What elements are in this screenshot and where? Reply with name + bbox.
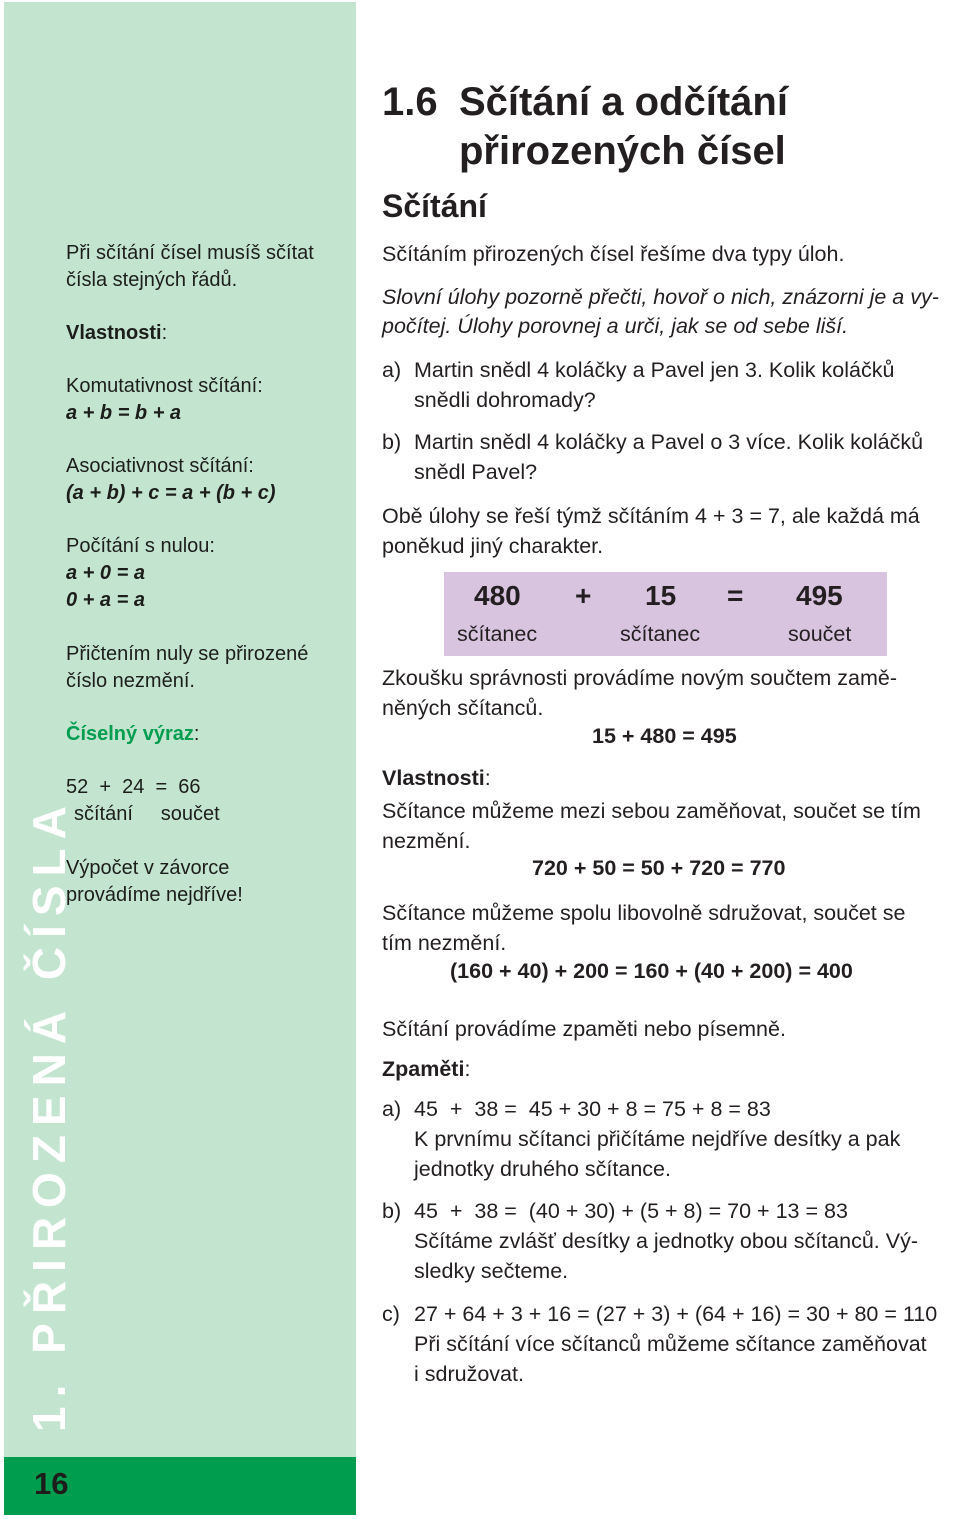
colon: : xyxy=(464,1057,471,1081)
mental-c-line-2: Při sčítání více sčítanců můžeme sčítance zaměňovat xyxy=(414,1332,927,1356)
formula-text: a + 0 = a xyxy=(66,562,145,584)
check-line-2: něných sčítanců. xyxy=(382,696,544,720)
mental-b-equation: 45 + 38 = (40 + 30) + (5 + 8) = 70 + 13 = 83 xyxy=(414,1199,848,1223)
properties-heading xyxy=(382,766,491,791)
formula-text: a + b = b + a xyxy=(66,402,182,424)
sum-label: součet xyxy=(788,622,852,646)
section-number: 1.6 xyxy=(382,80,438,124)
mental-c-marker: c) xyxy=(382,1302,400,1326)
equals-sign: = xyxy=(727,580,744,611)
properties-heading-text: Vlastnosti xyxy=(382,766,485,790)
both-tasks-line-1: Obě úlohy se řeší týmž sčítáním 4 + 3 = 7, ale každá má xyxy=(382,504,920,528)
intro-paragraph: Sčítáním přirozených čísel řešíme dva typy úloh. xyxy=(382,242,845,266)
mental-a-marker: a) xyxy=(382,1097,402,1121)
sum-value: 495 xyxy=(796,580,843,611)
methods-text: Sčítání provádíme zpaměti nebo písemně. xyxy=(382,1017,786,1041)
expression-heading-text: Číselný výraz xyxy=(66,723,194,745)
task-a-marker: a) xyxy=(382,358,402,382)
expression-labels: sčítání součet xyxy=(74,803,220,825)
expression-heading xyxy=(66,721,199,748)
sidebar-intro-line-2: čísla stejných řádů. xyxy=(66,269,238,291)
mental-heading xyxy=(382,1057,470,1082)
chapter-vertical-title: 1. PŘIROZENÁ ČÍSLA xyxy=(23,797,75,1432)
instruction-line-2: počítej. Úlohy porovnej a urči, jak se od sebe liší. xyxy=(382,314,849,338)
mental-c-equation: 27 + 64 + 3 + 16 = (27 + 3) + (64 + 16) = 30 + 80 = 110 xyxy=(414,1302,938,1326)
commutative-text-line-2: nezmění. xyxy=(382,829,471,853)
parentheses-note-line-1: Výpočet v závorce xyxy=(66,857,230,879)
zero-label: Počítání s nulou: xyxy=(66,535,215,557)
associativity-formula xyxy=(66,480,276,507)
commutative-text-line-1: Sčítance můžeme mezi sebou zaměňovat, součet se tím xyxy=(382,799,921,823)
sidebar-intro-line-1: Při sčítání čísel musíš sčítat xyxy=(66,242,314,264)
task-a-line-1: Martin snědl 4 koláčky a Pavel jen 3. Kolik koláčků xyxy=(414,358,895,382)
colon: : xyxy=(193,723,200,745)
mental-c-line-3: i sdružovat. xyxy=(414,1362,524,1386)
associative-text-line-2: tím nezmění. xyxy=(382,931,507,955)
addend-1-label: sčítanec xyxy=(457,622,538,646)
commutativity-label: Komutativnost sčítání: xyxy=(66,375,263,397)
plus-sign: + xyxy=(575,580,592,611)
formula-text: (a + b) + c = a + (b + c) xyxy=(66,482,276,504)
addend-2-label: sčítanec xyxy=(620,622,701,646)
zero-formula-1 xyxy=(66,560,145,587)
task-b-line-1: Martin snědl 4 koláčky a Pavel o 3 více. Kolik koláčků xyxy=(414,430,924,454)
check-equation: 15 + 480 = 495 xyxy=(592,724,737,748)
task-b-marker: b) xyxy=(382,430,402,454)
mental-b-marker: b) xyxy=(382,1199,402,1223)
both-tasks-line-2: poněkud jiný charakter. xyxy=(382,534,604,558)
mental-a-equation: 45 + 38 = 45 + 30 + 8 = 75 + 8 = 83 xyxy=(414,1097,771,1121)
colon: : xyxy=(484,766,491,790)
zero-note-line-2: číslo nezmění. xyxy=(66,670,195,692)
associative-equation: (160 + 40) + 200 = 160 + (40 + 200) = 400 xyxy=(450,959,853,983)
associativity-label: Asociativnost sčítání: xyxy=(66,455,254,477)
mental-b-line-3: sledky sečteme. xyxy=(414,1259,569,1283)
instruction-line-1: Slovní úlohy pozorně přečti, hovoř o nich, znázorni je a vy- xyxy=(382,285,939,309)
sidebar-properties-heading xyxy=(66,320,167,347)
section-title-line-2: přirozených čísel xyxy=(459,129,786,173)
mental-a-line-2: K prvnímu sčítanci přičítáme nejdříve desítky a pak xyxy=(414,1127,901,1151)
colon: : xyxy=(161,322,168,344)
mental-a-line-3: jednotky druhého sčítance. xyxy=(414,1157,671,1181)
task-b-line-2: snědl Pavel? xyxy=(414,460,538,484)
parentheses-note-line-2: provádíme nejdříve! xyxy=(66,884,243,906)
mental-b-line-2: Sčítáme zvlášť desítky a jednotky obou sčítanců. Vý- xyxy=(414,1229,918,1253)
task-a-line-2: snědli dohromady? xyxy=(414,388,596,412)
section-title-line-1: Sčítání a odčítání xyxy=(459,80,788,124)
subsection-title: Sčítání xyxy=(382,188,487,224)
expression-example: 52 + 24 = 66 xyxy=(66,776,201,798)
mental-heading-text: Zpaměti xyxy=(382,1057,465,1081)
formula-text: 0 + a = a xyxy=(66,589,145,611)
associative-text-line-1: Sčítance můžeme spolu libovolně sdružovat, součet se xyxy=(382,901,906,925)
addend-2-value: 15 xyxy=(645,580,677,611)
zero-formula-2 xyxy=(66,587,145,614)
properties-heading-text: Vlastnosti xyxy=(66,322,162,344)
commutativity-formula xyxy=(66,400,181,427)
zero-note-line-1: Přičtením nuly se přirozené xyxy=(66,643,309,665)
page-number: 16 xyxy=(34,1466,69,1501)
check-line-1: Zkoušku správnosti provádíme novým součtem zamě- xyxy=(382,666,898,690)
commutative-equation: 720 + 50 = 50 + 720 = 770 xyxy=(532,856,786,880)
addend-1-value: 480 xyxy=(474,580,521,611)
